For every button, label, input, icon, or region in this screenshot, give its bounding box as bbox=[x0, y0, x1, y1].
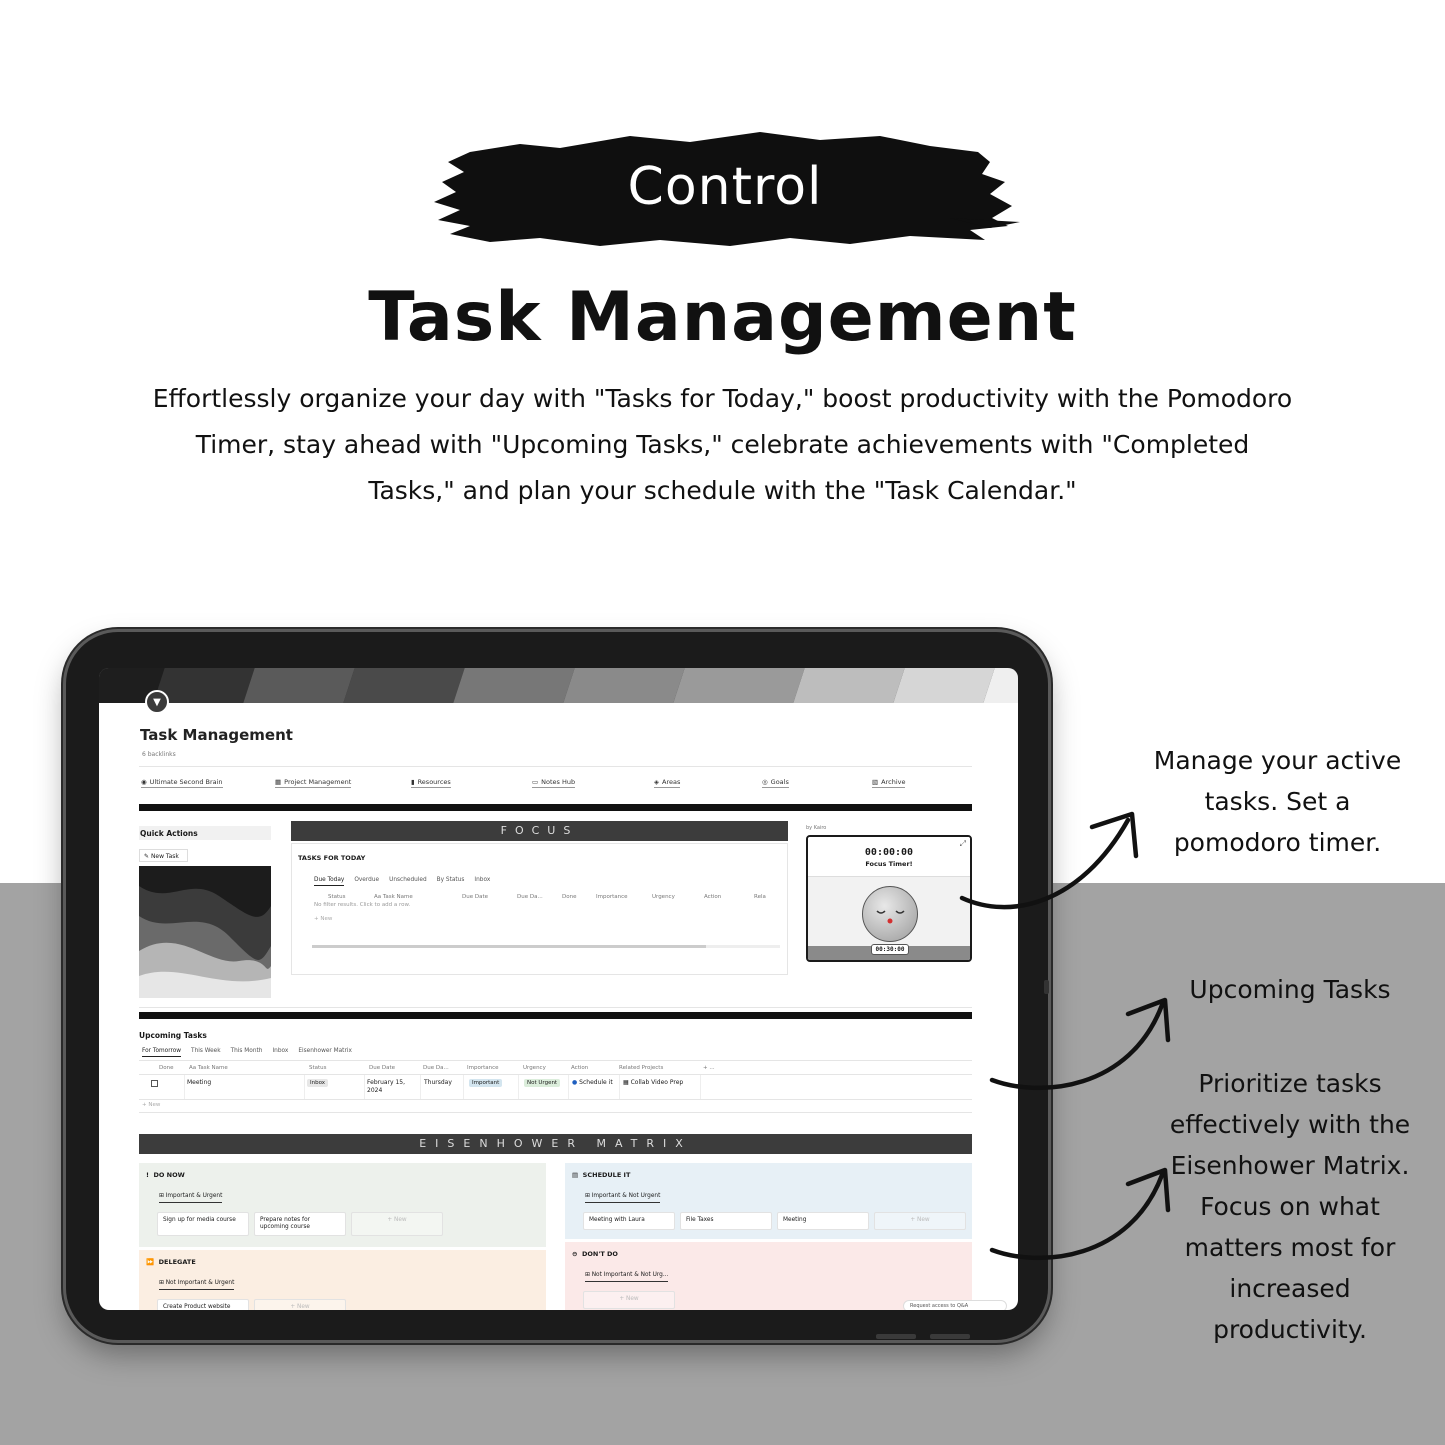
tab-unscheduled[interactable]: Unscheduled bbox=[389, 877, 427, 883]
tasks-for-today-title: TASKS FOR TODAY bbox=[298, 854, 366, 862]
tab-inbox[interactable]: Inbox bbox=[272, 1048, 289, 1054]
new-card-button[interactable]: + New bbox=[583, 1291, 675, 1309]
eisenhower-banner: EISENHOWER MATRIX bbox=[139, 1134, 972, 1154]
due-date-year: 2024 bbox=[367, 1087, 383, 1094]
column-header[interactable]: Due Date bbox=[462, 894, 488, 900]
grid-icon: ⊞ bbox=[159, 1280, 166, 1286]
new-card-button[interactable]: + New bbox=[254, 1299, 346, 1310]
brain-icon: ◉ bbox=[141, 778, 147, 786]
quadrant-label: DON'T DO bbox=[581, 1250, 618, 1258]
due-date-text: February 15, bbox=[367, 1079, 406, 1086]
timer-label: Focus Timer! bbox=[865, 860, 913, 868]
column-header[interactable]: Done bbox=[562, 894, 577, 900]
grid-icon: ⊞ bbox=[585, 1272, 592, 1278]
arrow-to-timer bbox=[959, 820, 1128, 907]
upcoming-tasks-title: Upcoming Tasks bbox=[139, 1031, 207, 1040]
task-card[interactable]: Meeting bbox=[777, 1212, 869, 1230]
action-text: Schedule it bbox=[579, 1079, 613, 1086]
column-header[interactable]: Action bbox=[571, 1065, 589, 1071]
arrow-to-matrix bbox=[992, 1175, 1162, 1258]
new-task-icon: ✎ bbox=[144, 853, 151, 860]
minus-circle-icon: ⊖ bbox=[572, 1250, 582, 1258]
tab-this-month[interactable]: This Month bbox=[230, 1048, 263, 1054]
nav-label: Project Management bbox=[284, 778, 352, 786]
annotation-upcoming: Upcoming Tasks bbox=[1189, 975, 1391, 1004]
resources-icon: ▮ bbox=[411, 778, 415, 786]
column-header[interactable]: Due Da... bbox=[517, 894, 543, 900]
task-card[interactable]: Sign up for media course bbox=[157, 1212, 249, 1236]
column-header[interactable]: Due Date bbox=[369, 1065, 395, 1071]
annotation-matrix: Prioritize tasks effectively with the Eisenhower Matrix. Focus on what matters most for increased productivity. bbox=[1169, 1069, 1411, 1344]
timer-credit: by Kairo bbox=[806, 825, 827, 831]
column-header[interactable]: Related Projects bbox=[619, 1065, 664, 1071]
nav-label: Archive bbox=[881, 778, 906, 786]
page-title: Task Management bbox=[140, 726, 293, 744]
column-header[interactable]: Importance bbox=[467, 1065, 499, 1071]
hero-description: Effortlessly organize your day with "Tasks for Today," boost productivity with the Pomodoro Timer, stay ahead with "Upcoming Tasks," celebrate achievements with "Completed Tasks," and plan your schedule with the "Task Calendar." bbox=[152, 384, 1293, 505]
timer-duration-button[interactable]: 00:30:00 bbox=[871, 944, 909, 955]
quadrant-label: DELEGATE bbox=[158, 1258, 196, 1266]
new-card-button[interactable]: + New bbox=[351, 1212, 443, 1236]
nav-label: Resources bbox=[417, 778, 451, 786]
tab-inbox[interactable]: Inbox bbox=[474, 877, 491, 883]
timer-digits: 00:00:00 bbox=[864, 847, 914, 858]
focus-banner: FOCUS bbox=[291, 821, 788, 841]
column-header[interactable]: + ... bbox=[703, 1065, 715, 1071]
project-icon: ▦ bbox=[275, 778, 282, 786]
annotation-timer: Manage your active tasks. Set a pomodoro timer. bbox=[1153, 746, 1402, 857]
new-row-button[interactable]: + New bbox=[314, 916, 333, 922]
page-icon[interactable]: ▼ bbox=[145, 690, 169, 714]
goals-icon: ◎ bbox=[762, 778, 768, 786]
expand-icon[interactable]: ⤢ bbox=[959, 839, 966, 848]
column-header[interactable]: Urgency bbox=[523, 1065, 546, 1071]
tab-label: Not Important & Urgent bbox=[165, 1280, 235, 1286]
column-header[interactable]: Action bbox=[704, 894, 722, 900]
column-header[interactable]: Rela bbox=[754, 894, 766, 900]
arrow-to-upcoming bbox=[992, 1005, 1162, 1088]
importance-badge: Important bbox=[469, 1079, 502, 1087]
areas-icon: ◈ bbox=[654, 778, 659, 786]
request-access-button[interactable]: Request access to Q&A bbox=[903, 1300, 1007, 1310]
task-name-cell[interactable]: Meeting bbox=[187, 1075, 305, 1099]
project-link[interactable]: Collab Video Prep bbox=[630, 1079, 684, 1086]
action-dot-icon: ● bbox=[572, 1079, 578, 1086]
calendar-icon: ▤ bbox=[572, 1171, 583, 1179]
new-row-button[interactable]: + New bbox=[142, 1102, 161, 1108]
exclamation-icon: ! bbox=[146, 1171, 154, 1179]
task-card[interactable]: Meeting with Laura bbox=[583, 1212, 675, 1230]
empty-state[interactable]: No filter results. Click to add a row. bbox=[314, 902, 411, 908]
tab-for-tomorrow[interactable]: For Tomorrow bbox=[142, 1048, 181, 1057]
tab-overdue[interactable]: Overdue bbox=[354, 877, 380, 883]
task-card[interactable]: Create Product website bbox=[157, 1299, 249, 1310]
nav-label: Notes Hub bbox=[541, 778, 576, 786]
urgency-badge: Not Urgent bbox=[524, 1079, 560, 1087]
column-header[interactable]: Status bbox=[309, 1065, 327, 1071]
column-header[interactable]: Urgency bbox=[652, 894, 675, 900]
column-header[interactable]: Due Da... bbox=[423, 1065, 449, 1071]
task-card[interactable]: Prepare notes for upcoming course bbox=[254, 1212, 346, 1236]
tab-by-status[interactable]: By Status bbox=[436, 877, 465, 883]
task-card[interactable]: File Taxes bbox=[680, 1212, 772, 1230]
archive-icon: ▧ bbox=[872, 778, 879, 786]
nav-label: Goals bbox=[770, 778, 789, 786]
backlinks-link[interactable]: 6 backlinks bbox=[142, 751, 176, 758]
nav-label: Areas bbox=[662, 778, 681, 786]
column-header[interactable]: Importance bbox=[596, 894, 628, 900]
hero-title: Task Management bbox=[368, 278, 1077, 357]
quadrant-label: SCHEDULE IT bbox=[582, 1171, 631, 1179]
tab-this-week[interactable]: This Week bbox=[191, 1048, 221, 1054]
tab-label: Important & Urgent bbox=[165, 1193, 223, 1199]
due-day-cell[interactable]: Thursday bbox=[424, 1075, 464, 1099]
grid-icon: ⊞ bbox=[585, 1193, 592, 1199]
column-header[interactable]: Aa Task Name bbox=[374, 894, 413, 900]
column-header[interactable]: Status bbox=[328, 894, 346, 900]
tab-due-today[interactable]: Due Today bbox=[314, 877, 344, 886]
nav-label: Ultimate Second Brain bbox=[149, 778, 223, 786]
status-badge: Inbox bbox=[307, 1079, 328, 1087]
notes-icon: ▭ bbox=[532, 778, 539, 786]
tab-eisenhower-matrix[interactable]: Eisenhower Matrix bbox=[298, 1048, 352, 1054]
forward-icon: ⏩ bbox=[146, 1258, 159, 1266]
quick-actions-title: Quick Actions bbox=[139, 826, 271, 840]
project-icon: ▦ bbox=[623, 1079, 631, 1086]
quadrant-label: DO NOW bbox=[153, 1171, 185, 1179]
column-header[interactable]: Done bbox=[159, 1065, 174, 1071]
column-header[interactable]: Aa Task Name bbox=[189, 1065, 228, 1071]
grid-icon: ⊞ bbox=[159, 1193, 166, 1199]
new-task-label: New Task bbox=[150, 853, 179, 860]
tab-label: Important & Not Urgent bbox=[591, 1193, 661, 1199]
new-card-button[interactable]: + New bbox=[874, 1212, 966, 1230]
brush-label-text: Control bbox=[627, 157, 823, 217]
tab-label: Not Important & Not Urg... bbox=[591, 1272, 669, 1278]
